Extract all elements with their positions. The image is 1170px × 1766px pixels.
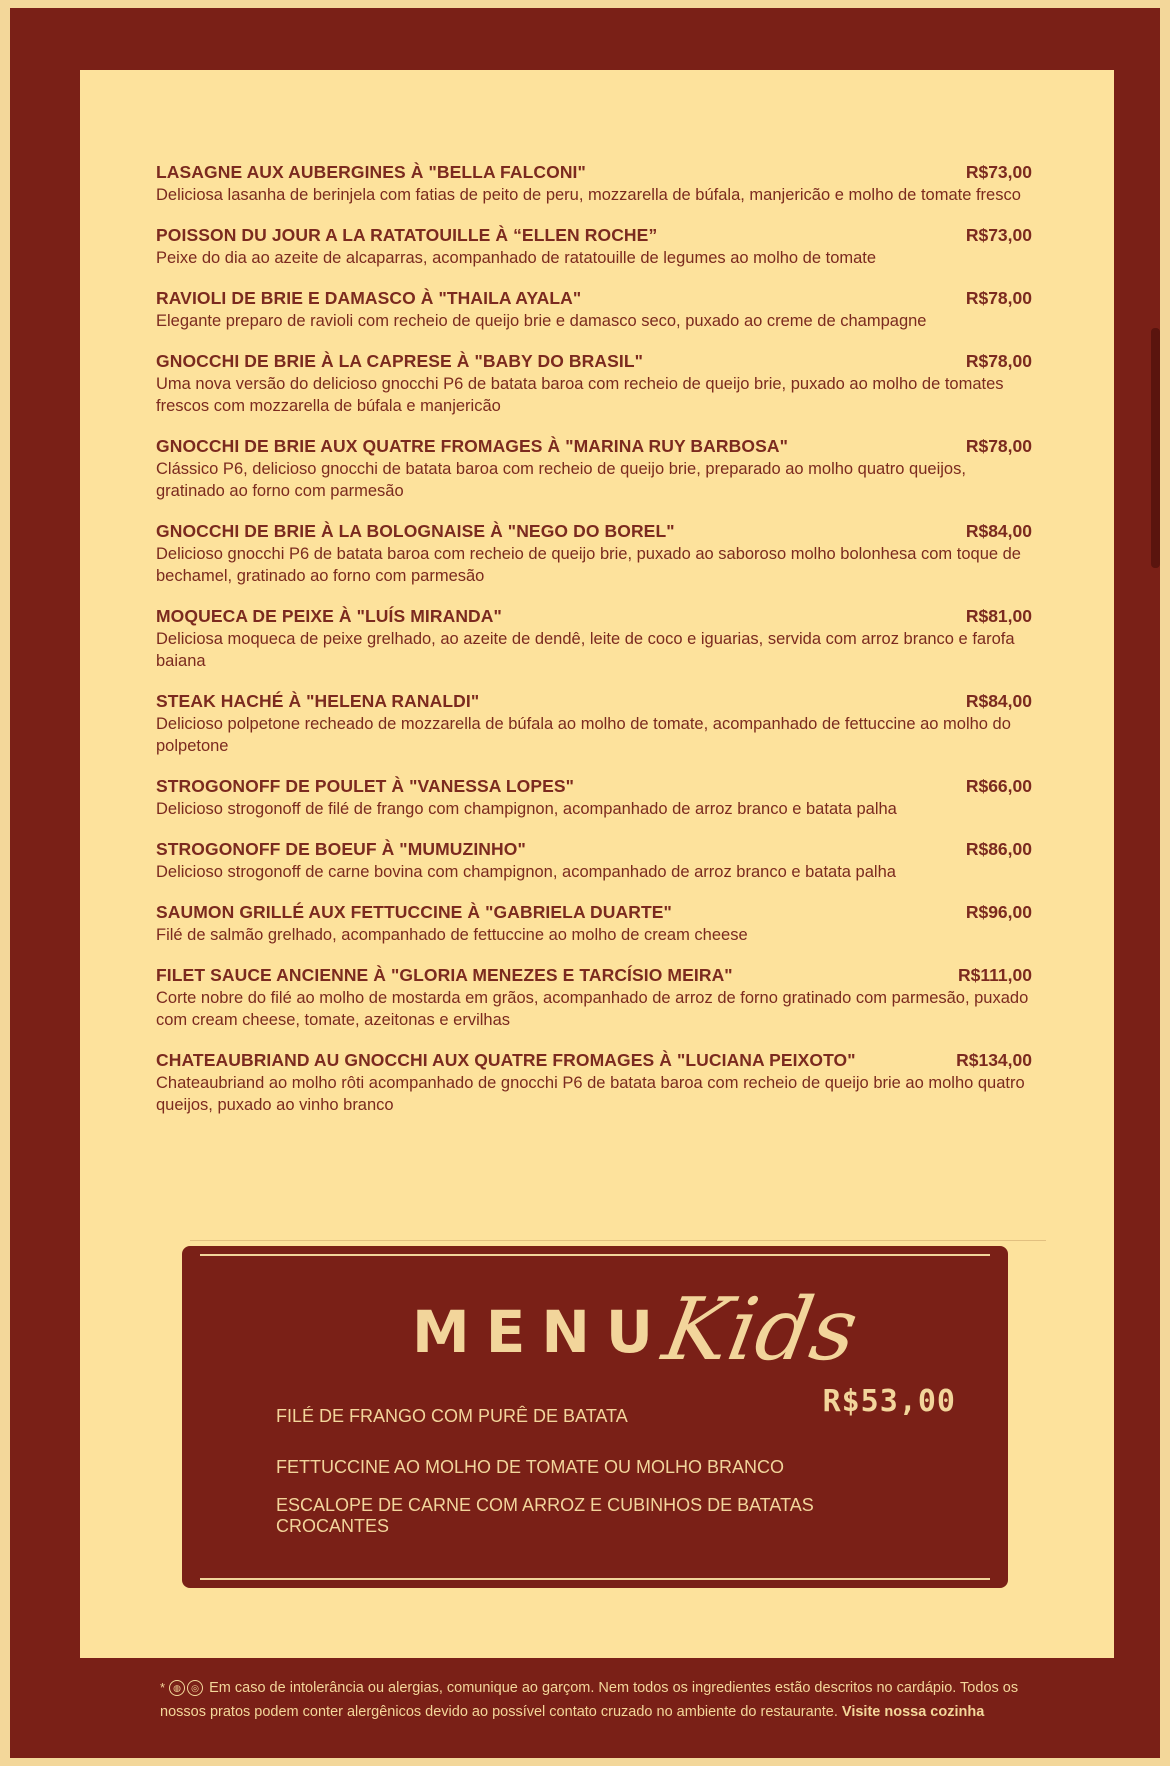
menu-item-name: GNOCCHI DE BRIE À LA BOLOGNAISE À "NEGO DO BOREL" bbox=[156, 521, 675, 541]
menu-item-header bbox=[156, 225, 1036, 246]
kids-menu-box bbox=[182, 1246, 1008, 1588]
kids-menu-price: R$53,00 bbox=[822, 1384, 956, 1419]
menu-item-header bbox=[156, 521, 1036, 542]
dish-list bbox=[156, 162, 1036, 1135]
menu-item-price: R$84,00 bbox=[965, 691, 1032, 711]
menu-item bbox=[156, 691, 1036, 757]
menu-item-header bbox=[156, 436, 1036, 457]
menu-item-name: STROGONOFF DE POULET À "VANESSA LOPES" bbox=[156, 776, 575, 796]
menu-item-header bbox=[156, 351, 1036, 372]
menu-item-header bbox=[156, 902, 1036, 923]
allergy-notice bbox=[160, 1676, 1060, 1724]
menu-item-description: Delicioso strogonoff de filé de frango com champignon, acompanhado de arroz branco e batata palha bbox=[156, 800, 897, 818]
menu-item bbox=[156, 1050, 1036, 1116]
menu-item-description: Delicioso polpetone recheado de mozzarella de búfala ao molho de tomate, acompanhado de fettuccine ao molho do polpetone bbox=[156, 715, 1011, 755]
menu-item-price: R$111,00 bbox=[958, 965, 1032, 985]
menu-item-description: Corte nobre do filé ao molho de mostarda em grãos, acompanhado de arroz de forno gratinado com parmesão, puxado com cream cheese, tomate, azeitonas e ervilhas bbox=[156, 989, 1029, 1029]
menu-item-price: R$73,00 bbox=[965, 162, 1032, 182]
menu-item-description: Deliciosa moqueca de peixe grelhado, ao azeite de dendê, leite de coco e iguarias, servida com arroz branco e farofa baiana bbox=[156, 630, 1015, 670]
menu-item bbox=[156, 436, 1036, 502]
menu-item-name: MOQUECA DE PEIXE À "LUÍS MIRANDA" bbox=[156, 606, 502, 626]
menu-item-price: R$78,00 bbox=[965, 351, 1032, 371]
menu-item-price: R$134,00 bbox=[956, 1050, 1032, 1070]
menu-item-description: Deliciosa lasanha de berinjela com fatias de peito de peru, mozzarella de búfala, manjericão e molho de tomate fresco bbox=[156, 186, 1021, 204]
menu-item-description: Clássico P6, delicioso gnocchi de batata baroa com recheio de queijo brie, preparado ao molho quatro queijos, gratinado ao forno com parmesão bbox=[156, 460, 966, 500]
menu-item-header bbox=[156, 691, 1036, 712]
menu-item-description: Uma nova versão do delicioso gnocchi P6 de batata baroa com recheio de queijo brie, puxado ao molho de tomates frescos com mozzarella de búfala e manjericão bbox=[156, 375, 1004, 415]
menu-item-header bbox=[156, 965, 1036, 986]
menu-item bbox=[156, 776, 1036, 820]
menu-item bbox=[156, 965, 1036, 1031]
menu-item-price: R$78,00 bbox=[965, 436, 1032, 456]
menu-item-name: STEAK HACHÉ À "HELENA RANALDI" bbox=[156, 691, 480, 711]
scrollbar-thumb[interactable] bbox=[1151, 328, 1160, 568]
menu-item bbox=[156, 521, 1036, 587]
menu-item bbox=[156, 225, 1036, 269]
menu-item-header bbox=[156, 1050, 1036, 1071]
kids-menu-title bbox=[412, 1280, 865, 1380]
kids-item: FETTUCCINE AO MOLHO DE TOMATE OU MOLHO BRANCO bbox=[276, 1457, 785, 1477]
menu-item-description: Delicioso strogonoff de carne bovina com champignon, acompanhado de arroz branco e batata palha bbox=[156, 863, 896, 881]
menu-item-name: CHATEAUBRIAND AU GNOCCHI AUX QUATRE FROMAGES À "LUCIANA PEIXOTO" bbox=[156, 1050, 856, 1070]
menu-item-price: R$66,00 bbox=[965, 776, 1032, 796]
menu-item-price: R$81,00 bbox=[965, 606, 1032, 626]
menu-item bbox=[156, 288, 1036, 332]
kids-top-rule bbox=[200, 1254, 990, 1256]
menu-item-header bbox=[156, 776, 1036, 797]
menu-item-price: R$86,00 bbox=[965, 839, 1032, 859]
menu-item bbox=[156, 902, 1036, 946]
menu-panel bbox=[80, 70, 1114, 1658]
menu-item-price: R$96,00 bbox=[965, 902, 1032, 922]
menu-item-name: POISSON DU JOUR A LA RATATOUILLE À “ELLEN ROCHE” bbox=[156, 225, 658, 245]
menu-item-description: Elegante preparo de ravioli com recheio de queijo brie e damasco seco, puxado ao creme de champagne bbox=[156, 312, 927, 330]
menu-item-name: STROGONOFF DE BOEUF À "MUMUZINHO" bbox=[156, 839, 526, 859]
menu-item-price: R$73,00 bbox=[965, 225, 1032, 245]
kids-menu-list bbox=[276, 1406, 836, 1567]
allergen-icon: ◍ bbox=[169, 1680, 185, 1696]
menu-item-header bbox=[156, 162, 1036, 183]
menu-item-description: Filé de salmão grelhado, acompanhado de fettuccine ao molho de cream cheese bbox=[156, 926, 748, 944]
menu-item-header bbox=[156, 288, 1036, 309]
kids-item: FILÉ DE FRANGO COM PURÊ DE BATATA bbox=[276, 1406, 628, 1426]
allergy-notice-text: Em caso de intolerância ou alergias, comunique ao garçom. Nem todos os ingredientes estão descritos no cardápio. Todos os nossos pratos podem conter alergênicos devido ao possível contato cruzado no ambiente do restaurante. bbox=[160, 1680, 1019, 1720]
menu-item-name: RAVIOLI DE BRIE E DAMASCO À "THAILA AYALA" bbox=[156, 288, 582, 308]
menu-frame bbox=[10, 8, 1160, 1758]
allergen-icon: ◎ bbox=[187, 1680, 203, 1696]
kids-bottom-rule bbox=[200, 1578, 990, 1580]
menu-item-name: LASAGNE AUX AUBERGINES À "BELLA FALCONI" bbox=[156, 162, 586, 182]
kids-menu-script: Kids bbox=[656, 1280, 865, 1380]
menu-item-header bbox=[156, 606, 1036, 627]
kids-divider bbox=[190, 1240, 1046, 1241]
menu-item-name: FILET SAUCE ANCIENNE À "GLORIA MENEZES E TARCÍSIO MEIRA" bbox=[156, 965, 733, 985]
kids-item: ESCALOPE DE CARNE COM ARROZ E CUBINHOS DE BATATAS CROCANTES bbox=[276, 1495, 814, 1536]
menu-item-price: R$78,00 bbox=[965, 288, 1032, 308]
menu-item-name: GNOCCHI DE BRIE AUX QUATRE FROMAGES À "MARINA RUY BARBOSA" bbox=[156, 436, 788, 456]
menu-item-description: Chateaubriand ao molho rôti acompanhado de gnocchi P6 de batata baroa com recheio de queijo brie ao molho quatro queijos, puxado ao vinho branco bbox=[156, 1074, 1025, 1114]
menu-item-name: GNOCCHI DE BRIE À LA CAPRESE À "BABY DO BRASIL" bbox=[156, 351, 644, 371]
visit-kitchen-link[interactable]: Visite nossa cozinha bbox=[841, 1704, 985, 1720]
menu-item bbox=[156, 839, 1036, 883]
kids-menu-word: MENU bbox=[412, 1297, 669, 1366]
menu-item-price: R$84,00 bbox=[965, 521, 1032, 541]
menu-item-description: Delicioso gnocchi P6 de batata baroa com recheio de queijo brie, puxado ao saboroso molho bolonhesa com toque de bechamel, gratinado ao forno com parmesão bbox=[156, 545, 1021, 585]
menu-item-description: Peixe do dia ao azeite de alcaparras, acompanhado de ratatouille de legumes ao molho de tomate bbox=[156, 249, 877, 267]
menu-item-name: SAUMON GRILLÉ AUX FETTUCCINE À "GABRIELA DUARTE" bbox=[156, 902, 672, 922]
menu-item bbox=[156, 606, 1036, 672]
menu-item bbox=[156, 162, 1036, 206]
menu-item-header bbox=[156, 839, 1036, 860]
footnote-mark: * bbox=[160, 1680, 166, 1695]
menu-item bbox=[156, 351, 1036, 417]
